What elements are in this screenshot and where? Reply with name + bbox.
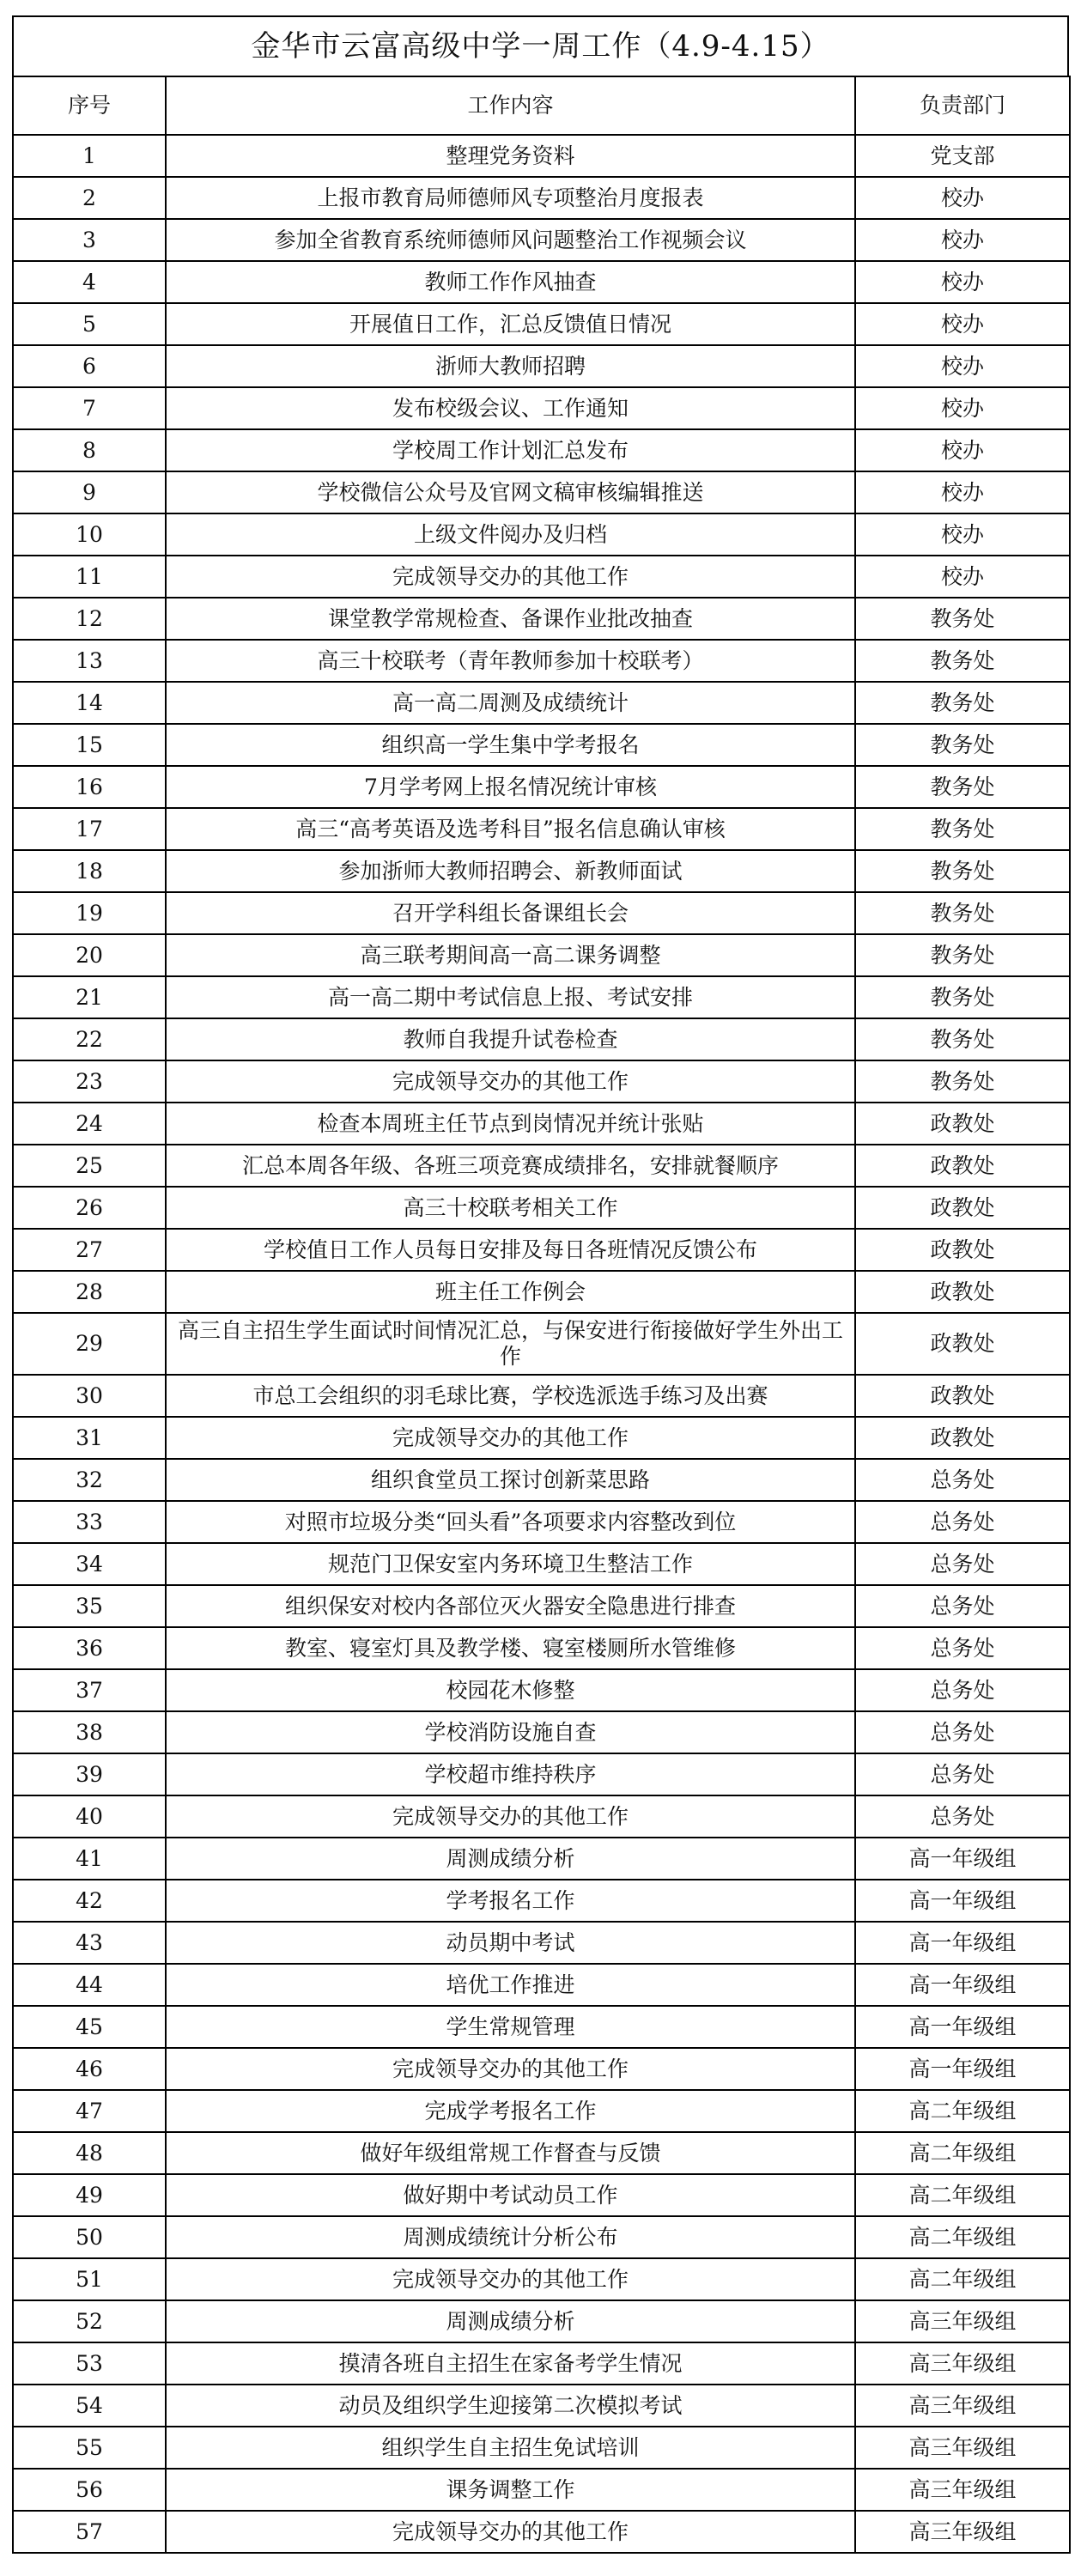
table-row	[13, 892, 1070, 934]
row-number-cell: 19	[13, 892, 166, 934]
row-content-cell: 周测成绩分析	[166, 2300, 855, 2342]
row-department-cell: 总务处	[855, 1543, 1070, 1585]
table-row	[13, 1187, 1070, 1229]
row-content-cell: 班主任工作例会	[166, 1271, 855, 1313]
table-row	[13, 598, 1070, 640]
row-content-cell: 组织学生自主招生免试培训	[166, 2427, 855, 2469]
table-row	[13, 682, 1070, 724]
row-content-cell: 做好期中考试动员工作	[166, 2174, 855, 2216]
row-content-cell: 学考报名工作	[166, 1880, 855, 1922]
row-number-cell: 23	[13, 1060, 166, 1103]
table-row	[13, 1922, 1070, 1964]
row-content-cell: 发布校级会议、工作通知	[166, 387, 855, 429]
row-department-cell: 校办	[855, 429, 1070, 471]
table-row	[13, 1627, 1070, 1669]
row-content-cell: 组织食堂员工探讨创新菜思路	[166, 1459, 855, 1501]
row-content-cell: 完成领导交办的其他工作	[166, 2258, 855, 2300]
row-number-cell: 13	[13, 640, 166, 682]
row-content-cell: 参加浙师大教师招聘会、新教师面试	[166, 850, 855, 892]
row-department-cell: 总务处	[855, 1669, 1070, 1711]
row-department-cell: 高三年级组	[855, 2469, 1070, 2511]
row-department-cell: 校办	[855, 261, 1070, 303]
row-department-cell: 教务处	[855, 766, 1070, 808]
table-row	[13, 976, 1070, 1018]
row-number-cell: 8	[13, 429, 166, 471]
row-department-cell: 高一年级组	[855, 2048, 1070, 2090]
row-department-cell: 教务处	[855, 724, 1070, 766]
row-number-cell: 40	[13, 1795, 166, 1838]
row-content-cell: 完成领导交办的其他工作	[166, 556, 855, 598]
row-content-cell: 检查本周班主任节点到岗情况并统计张贴	[166, 1103, 855, 1145]
row-number-cell: 9	[13, 471, 166, 513]
row-number-cell: 54	[13, 2385, 166, 2427]
table-row	[13, 2006, 1070, 2048]
row-department-cell: 校办	[855, 513, 1070, 556]
row-number-cell: 10	[13, 513, 166, 556]
table-row	[13, 345, 1070, 387]
table-row	[13, 1880, 1070, 1922]
row-number-cell: 5	[13, 303, 166, 345]
row-content-cell: 高三十校联考相关工作	[166, 1187, 855, 1229]
row-content-cell: 高一高二周测及成绩统计	[166, 682, 855, 724]
row-department-cell: 校办	[855, 345, 1070, 387]
row-content-cell: 高三联考期间高一高二课务调整	[166, 934, 855, 976]
table-row	[13, 513, 1070, 556]
row-department-cell: 教务处	[855, 934, 1070, 976]
row-department-cell: 校办	[855, 471, 1070, 513]
table-row	[13, 1795, 1070, 1838]
table-row	[13, 1417, 1070, 1459]
row-content-cell: 周测成绩统计分析公布	[166, 2216, 855, 2258]
table-row	[13, 1753, 1070, 1795]
table-row	[13, 219, 1070, 261]
table-row	[13, 2342, 1070, 2385]
row-number-cell: 29	[13, 1313, 166, 1375]
row-number-cell: 37	[13, 1669, 166, 1711]
row-department-cell: 教务处	[855, 976, 1070, 1018]
row-number-cell: 25	[13, 1145, 166, 1187]
row-department-cell: 教务处	[855, 850, 1070, 892]
table-row	[13, 1060, 1070, 1103]
row-number-cell: 6	[13, 345, 166, 387]
row-number-cell: 49	[13, 2174, 166, 2216]
table-row	[13, 1229, 1070, 1271]
row-number-cell: 47	[13, 2090, 166, 2132]
table-row	[13, 2132, 1070, 2174]
row-number-cell: 50	[13, 2216, 166, 2258]
row-number-cell: 2	[13, 177, 166, 219]
table-row	[13, 2469, 1070, 2511]
row-content-cell: 学生常规管理	[166, 2006, 855, 2048]
row-number-cell: 38	[13, 1711, 166, 1753]
row-department-cell: 高二年级组	[855, 2090, 1070, 2132]
header-content: 工作内容	[166, 76, 855, 135]
header-number: 序号	[13, 76, 166, 135]
row-number-cell: 36	[13, 1627, 166, 1669]
row-number-cell: 3	[13, 219, 166, 261]
row-department-cell: 校办	[855, 303, 1070, 345]
row-department-cell: 高二年级组	[855, 2216, 1070, 2258]
row-department-cell: 政教处	[855, 1145, 1070, 1187]
row-department-cell: 教务处	[855, 598, 1070, 640]
row-number-cell: 41	[13, 1838, 166, 1880]
table-row	[13, 471, 1070, 513]
table-row	[13, 1103, 1070, 1145]
table-row	[13, 2090, 1070, 2132]
row-department-cell: 高三年级组	[855, 2342, 1070, 2385]
row-department-cell: 党支部	[855, 135, 1070, 177]
table-row	[13, 850, 1070, 892]
row-number-cell: 18	[13, 850, 166, 892]
row-number-cell: 20	[13, 934, 166, 976]
row-department-cell: 政教处	[855, 1313, 1070, 1375]
row-content-cell: 教室、寝室灯具及教学楼、寝室楼厕所水管维修	[166, 1627, 855, 1669]
row-number-cell: 11	[13, 556, 166, 598]
row-content-cell: 课务调整工作	[166, 2469, 855, 2511]
row-department-cell: 总务处	[855, 1753, 1070, 1795]
table-row	[13, 1838, 1070, 1880]
row-content-cell: 课堂教学常规检查、备课作业批改抽查	[166, 598, 855, 640]
row-content-cell: 高三“高考英语及选考科目”报名信息确认审核	[166, 808, 855, 850]
table-row	[13, 1271, 1070, 1313]
row-number-cell: 22	[13, 1018, 166, 1060]
row-number-cell: 34	[13, 1543, 166, 1585]
row-number-cell: 15	[13, 724, 166, 766]
row-number-cell: 52	[13, 2300, 166, 2342]
row-number-cell: 24	[13, 1103, 166, 1145]
row-department-cell: 教务处	[855, 808, 1070, 850]
row-department-cell: 校办	[855, 387, 1070, 429]
table-row	[13, 2385, 1070, 2427]
table-row	[13, 1964, 1070, 2006]
row-content-cell: 召开学科组长备课组长会	[166, 892, 855, 934]
row-department-cell: 政教处	[855, 1417, 1070, 1459]
row-content-cell: 学校微信公众号及官网文稿审核编辑推送	[166, 471, 855, 513]
row-content-cell: 高三自主招生学生面试时间情况汇总，与保安进行衔接做好学生外出工作	[166, 1313, 855, 1375]
row-content-cell: 开展值日工作，汇总反馈值日情况	[166, 303, 855, 345]
row-department-cell: 高二年级组	[855, 2258, 1070, 2300]
table-row	[13, 640, 1070, 682]
row-department-cell: 教务处	[855, 1018, 1070, 1060]
table-row	[13, 1459, 1070, 1501]
row-content-cell: 高一高二期中考试信息上报、考试安排	[166, 976, 855, 1018]
row-department-cell: 高一年级组	[855, 1964, 1070, 2006]
work-table	[12, 76, 1071, 2554]
row-number-cell: 16	[13, 766, 166, 808]
row-content-cell: 周测成绩分析	[166, 1838, 855, 1880]
row-number-cell: 43	[13, 1922, 166, 1964]
row-content-cell: 完成领导交办的其他工作	[166, 1060, 855, 1103]
row-number-cell: 26	[13, 1187, 166, 1229]
row-content-cell: 对照市垃圾分类“回头看”各项要求内容整改到位	[166, 1501, 855, 1543]
table-row	[13, 177, 1070, 219]
row-content-cell: 动员及组织学生迎接第二次模拟考试	[166, 2385, 855, 2427]
row-department-cell: 教务处	[855, 892, 1070, 934]
row-number-cell: 7	[13, 387, 166, 429]
row-content-cell: 教师自我提升试卷检查	[166, 1018, 855, 1060]
row-department-cell: 高三年级组	[855, 2511, 1070, 2553]
row-department-cell: 总务处	[855, 1627, 1070, 1669]
row-department-cell: 高一年级组	[855, 1880, 1070, 1922]
row-content-cell: 完成领导交办的其他工作	[166, 2511, 855, 2553]
row-department-cell: 政教处	[855, 1229, 1070, 1271]
table-row	[13, 1585, 1070, 1627]
row-department-cell: 教务处	[855, 640, 1070, 682]
table-row	[13, 1375, 1070, 1417]
row-number-cell: 53	[13, 2342, 166, 2385]
table-row	[13, 1711, 1070, 1753]
table-body	[13, 135, 1070, 2553]
row-department-cell: 政教处	[855, 1375, 1070, 1417]
row-department-cell: 教务处	[855, 682, 1070, 724]
row-department-cell: 总务处	[855, 1795, 1070, 1838]
table-row	[13, 2174, 1070, 2216]
document-title: 金华市云富高级中学一周工作（4.9-4.15）	[12, 15, 1069, 76]
row-number-cell: 28	[13, 1271, 166, 1313]
row-content-cell: 参加全省教育系统师德师风问题整治工作视频会议	[166, 219, 855, 261]
table-row	[13, 1501, 1070, 1543]
row-number-cell: 17	[13, 808, 166, 850]
row-number-cell: 32	[13, 1459, 166, 1501]
table-row	[13, 766, 1070, 808]
row-content-cell: 教师工作作风抽查	[166, 261, 855, 303]
row-number-cell: 46	[13, 2048, 166, 2090]
work-schedule-document	[12, 15, 1069, 2554]
row-department-cell: 高一年级组	[855, 1922, 1070, 1964]
row-department-cell: 总务处	[855, 1459, 1070, 1501]
row-content-cell: 做好年级组常规工作督查与反馈	[166, 2132, 855, 2174]
row-content-cell: 组织高一学生集中学考报名	[166, 724, 855, 766]
table-row	[13, 303, 1070, 345]
row-number-cell: 56	[13, 2469, 166, 2511]
table-row	[13, 261, 1070, 303]
table-row	[13, 724, 1070, 766]
row-content-cell: 浙师大教师招聘	[166, 345, 855, 387]
row-department-cell: 高二年级组	[855, 2132, 1070, 2174]
table-row	[13, 387, 1070, 429]
row-content-cell: 规范门卫保安室内务环境卫生整洁工作	[166, 1543, 855, 1585]
table-row	[13, 556, 1070, 598]
row-number-cell: 48	[13, 2132, 166, 2174]
table-row	[13, 2048, 1070, 2090]
row-department-cell: 政教处	[855, 1187, 1070, 1229]
row-content-cell: 培优工作推进	[166, 1964, 855, 2006]
row-content-cell: 汇总本周各年级、各班三项竞赛成绩排名，安排就餐顺序	[166, 1145, 855, 1187]
table-row	[13, 1669, 1070, 1711]
row-department-cell: 高二年级组	[855, 2174, 1070, 2216]
row-department-cell: 校办	[855, 556, 1070, 598]
table-row	[13, 135, 1070, 177]
row-content-cell: 整理党务资料	[166, 135, 855, 177]
row-number-cell: 42	[13, 1880, 166, 1922]
table-row	[13, 934, 1070, 976]
row-number-cell: 4	[13, 261, 166, 303]
row-content-cell: 完成领导交办的其他工作	[166, 1795, 855, 1838]
row-content-cell: 组织保安对校内各部位灭火器安全隐患进行排查	[166, 1585, 855, 1627]
row-number-cell: 57	[13, 2511, 166, 2553]
row-content-cell: 摸清各班自主招生在家备考学生情况	[166, 2342, 855, 2385]
row-content-cell: 完成领导交办的其他工作	[166, 2048, 855, 2090]
row-department-cell: 总务处	[855, 1501, 1070, 1543]
table-row	[13, 1313, 1070, 1375]
row-number-cell: 14	[13, 682, 166, 724]
row-number-cell: 51	[13, 2258, 166, 2300]
table-row	[13, 1543, 1070, 1585]
row-department-cell: 高三年级组	[855, 2427, 1070, 2469]
row-content-cell: 上级文件阅办及归档	[166, 513, 855, 556]
row-number-cell: 33	[13, 1501, 166, 1543]
table-row	[13, 2216, 1070, 2258]
row-department-cell: 政教处	[855, 1271, 1070, 1313]
row-number-cell: 30	[13, 1375, 166, 1417]
row-number-cell: 27	[13, 1229, 166, 1271]
table-row	[13, 808, 1070, 850]
row-department-cell: 总务处	[855, 1711, 1070, 1753]
row-number-cell: 44	[13, 1964, 166, 2006]
row-content-cell: 学校超市维持秩序	[166, 1753, 855, 1795]
row-number-cell: 12	[13, 598, 166, 640]
row-department-cell: 校办	[855, 219, 1070, 261]
row-department-cell: 高一年级组	[855, 1838, 1070, 1880]
table-row	[13, 2300, 1070, 2342]
table-row	[13, 2258, 1070, 2300]
header-department: 负责部门	[855, 76, 1070, 135]
table-row	[13, 2511, 1070, 2553]
row-content-cell: 上报市教育局师德师风专项整治月度报表	[166, 177, 855, 219]
row-content-cell: 高三十校联考（青年教师参加十校联考）	[166, 640, 855, 682]
row-content-cell: 学校消防设施自查	[166, 1711, 855, 1753]
row-content-cell: 完成学考报名工作	[166, 2090, 855, 2132]
table-row	[13, 429, 1070, 471]
table-row	[13, 1018, 1070, 1060]
row-number-cell: 31	[13, 1417, 166, 1459]
row-content-cell: 7月学考网上报名情况统计审核	[166, 766, 855, 808]
row-content-cell: 学校周工作计划汇总发布	[166, 429, 855, 471]
row-number-cell: 55	[13, 2427, 166, 2469]
row-content-cell: 学校值日工作人员每日安排及每日各班情况反馈公布	[166, 1229, 855, 1271]
table-row	[13, 2427, 1070, 2469]
row-department-cell: 高一年级组	[855, 2006, 1070, 2048]
table-row	[13, 1145, 1070, 1187]
row-number-cell: 39	[13, 1753, 166, 1795]
row-content-cell: 动员期中考试	[166, 1922, 855, 1964]
row-department-cell: 高三年级组	[855, 2385, 1070, 2427]
row-department-cell: 政教处	[855, 1103, 1070, 1145]
row-content-cell: 市总工会组织的羽毛球比赛，学校选派选手练习及出赛	[166, 1375, 855, 1417]
row-department-cell: 高三年级组	[855, 2300, 1070, 2342]
row-number-cell: 1	[13, 135, 166, 177]
row-content-cell: 完成领导交办的其他工作	[166, 1417, 855, 1459]
row-number-cell: 45	[13, 2006, 166, 2048]
row-department-cell: 教务处	[855, 1060, 1070, 1103]
row-number-cell: 35	[13, 1585, 166, 1627]
table-header-row	[13, 76, 1070, 135]
row-content-cell: 校园花木修整	[166, 1669, 855, 1711]
row-department-cell: 校办	[855, 177, 1070, 219]
row-department-cell: 总务处	[855, 1585, 1070, 1627]
row-number-cell: 21	[13, 976, 166, 1018]
